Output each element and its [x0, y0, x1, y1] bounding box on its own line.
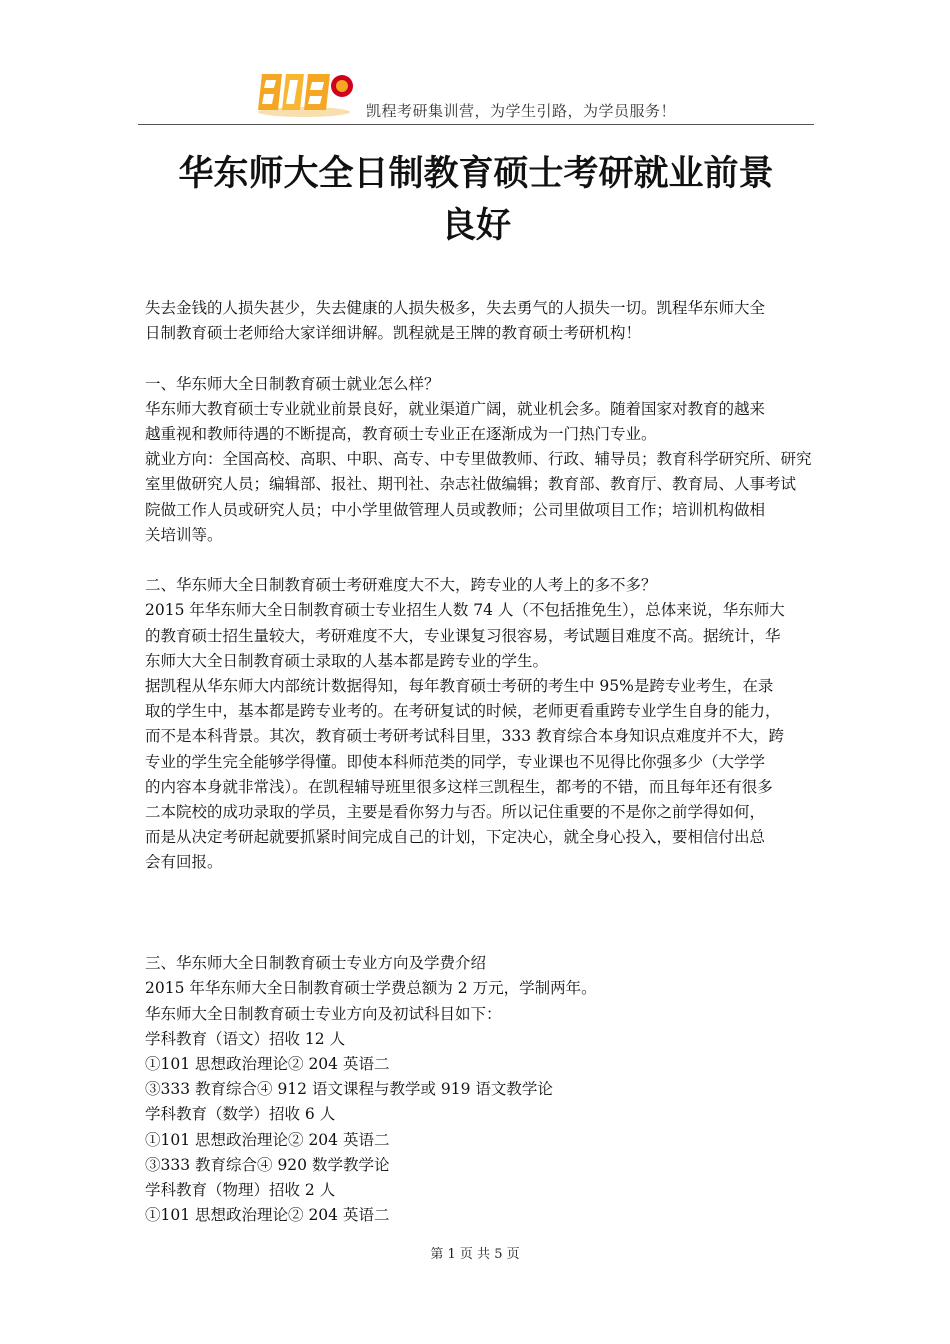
section3-line: ①101 思想政治理论② 204 英语二: [145, 1055, 390, 1074]
section1-line: 就业方向：全国高校、高职、中职、高专、中专里做教师、行政、辅导员；教育科学研究所、研究: [145, 450, 812, 469]
intro-line: 失去金钱的人损失甚少，失去健康的人损失极多，失去勇气的人损失一切。凯程华东师大全: [145, 299, 766, 317]
section2-line: 据凯程从华东师大内部统计数据得知，每年教育硕士考研的考生中 95%是跨专业考生，在录: [145, 677, 774, 696]
section1-heading: 一、华东师大全日制教育硕士就业怎么样？: [145, 374, 440, 393]
section3-line: ③333 教育综合④ 920 数学教学论: [145, 1155, 390, 1174]
section3-line: ③333 教育综合④ 912 语文课程与教学或 919 语文教学论: [145, 1080, 553, 1099]
section1-line: 关培训等。: [145, 525, 223, 544]
section2-line: 的内容本身就非常浅）。在凯程辅导班里很多这样三凯程生，都考的不错，而且每年还有很多: [145, 777, 773, 796]
section2-line: 的教育硕士招生量较大，考研难度不大，专业课复习很容易，考试题目难度不高。据统计，华: [145, 626, 781, 645]
section3-heading: 三、华东师大全日制教育硕士专业方向及学费介绍: [145, 954, 487, 973]
kaicheng-logo: [256, 66, 356, 120]
page-number-label: 第 1 页 共 5 页: [430, 1247, 520, 1262]
title-line-2: 良好: [440, 206, 511, 246]
section1-line: 院做工作人员或研究人员；中小学里做管理人员或教师；公司里做项目工作；培训机构做相: [145, 500, 766, 519]
section2-line: 取的学生中，基本都是跨专业考的。在考研复试的时候，老师更看重跨专业学生自身的能力，: [145, 702, 781, 721]
section2-line: 东师大大全日制教育硕士录取的人基本都是跨专业的学生。: [145, 651, 549, 670]
section3-line: 学科教育（语文）招收 12 人: [145, 1029, 346, 1048]
section3-line: 学科教育（数学）招收 6 人: [145, 1105, 336, 1124]
section2-line: 而不是本科背景。其次，教育硕士考研考试科目里，333 教育综合本身知识点难度并不大，跨: [145, 727, 785, 746]
section2-heading: 二、华东师大全日制教育硕士考研难度大不大，跨专业的人考上的多不多？: [145, 576, 657, 595]
section3-line: ①101 思想政治理论② 204 英语二: [145, 1130, 390, 1149]
section1-line: 越重视和教师待遇的不断提高，教育硕士专业正在逐渐成为一门热门专业。: [145, 425, 657, 443]
section2-line: 专业的学生完全能够学得懂。即使本科师范类的同学，专业课也不见得比你强多少（大学学: [145, 752, 766, 771]
intro-line: 日制教育硕士老师给大家详细讲解。凯程就是王牌的教育硕士考研机构！: [145, 324, 642, 343]
section1-line: 华东师大教育硕士专业就业前景良好，就业渠道广阔，就业机会多。随着国家对教育的越来: [145, 399, 766, 418]
header-slogan: 凯程考研集训营，为学生引路，为学员服务！: [366, 102, 677, 120]
section1-line: 室里做研究人员；编辑部、报社、期刊社、杂志社做编辑；教育部、教育厅、教育局、人事考试: [145, 475, 797, 494]
page-footer: [0, 1243, 950, 1262]
section3-line: 学科教育（物理）招收 2 人: [145, 1181, 336, 1200]
section3-line: ①101 思想政治理论② 204 英语二: [145, 1206, 390, 1225]
page-header: [138, 62, 814, 125]
section3-line: 2015 年华东师大全日制教育硕士学费总额为 2 万元，学制两年。: [145, 979, 597, 998]
title-line-1: 华东师大全日制教育硕士考研就业前景: [178, 154, 774, 194]
section2-line: 会有回报。: [145, 853, 223, 872]
document-body: [145, 296, 811, 1228]
section2-line: 二本院校的成功录取的学员，主要是看你努力与否。所以记住重要的不是你之前学得如何，: [145, 803, 766, 822]
logo-text: 凯程: [305, 119, 307, 120]
document-title: [120, 148, 832, 252]
section3-line: 华东师大全日制教育硕士专业方向及初试科目如下：: [145, 1004, 502, 1023]
section2-line: 2015 年华东师大全日制教育硕士专业招生人数 74 人（不包括推免生），总体来说，华东师大: [145, 601, 785, 620]
section2-line: 而是从决定考研起就要抓紧时间完成自己的计划，下定决心，就全身心投入，要相信付出总: [145, 828, 766, 847]
